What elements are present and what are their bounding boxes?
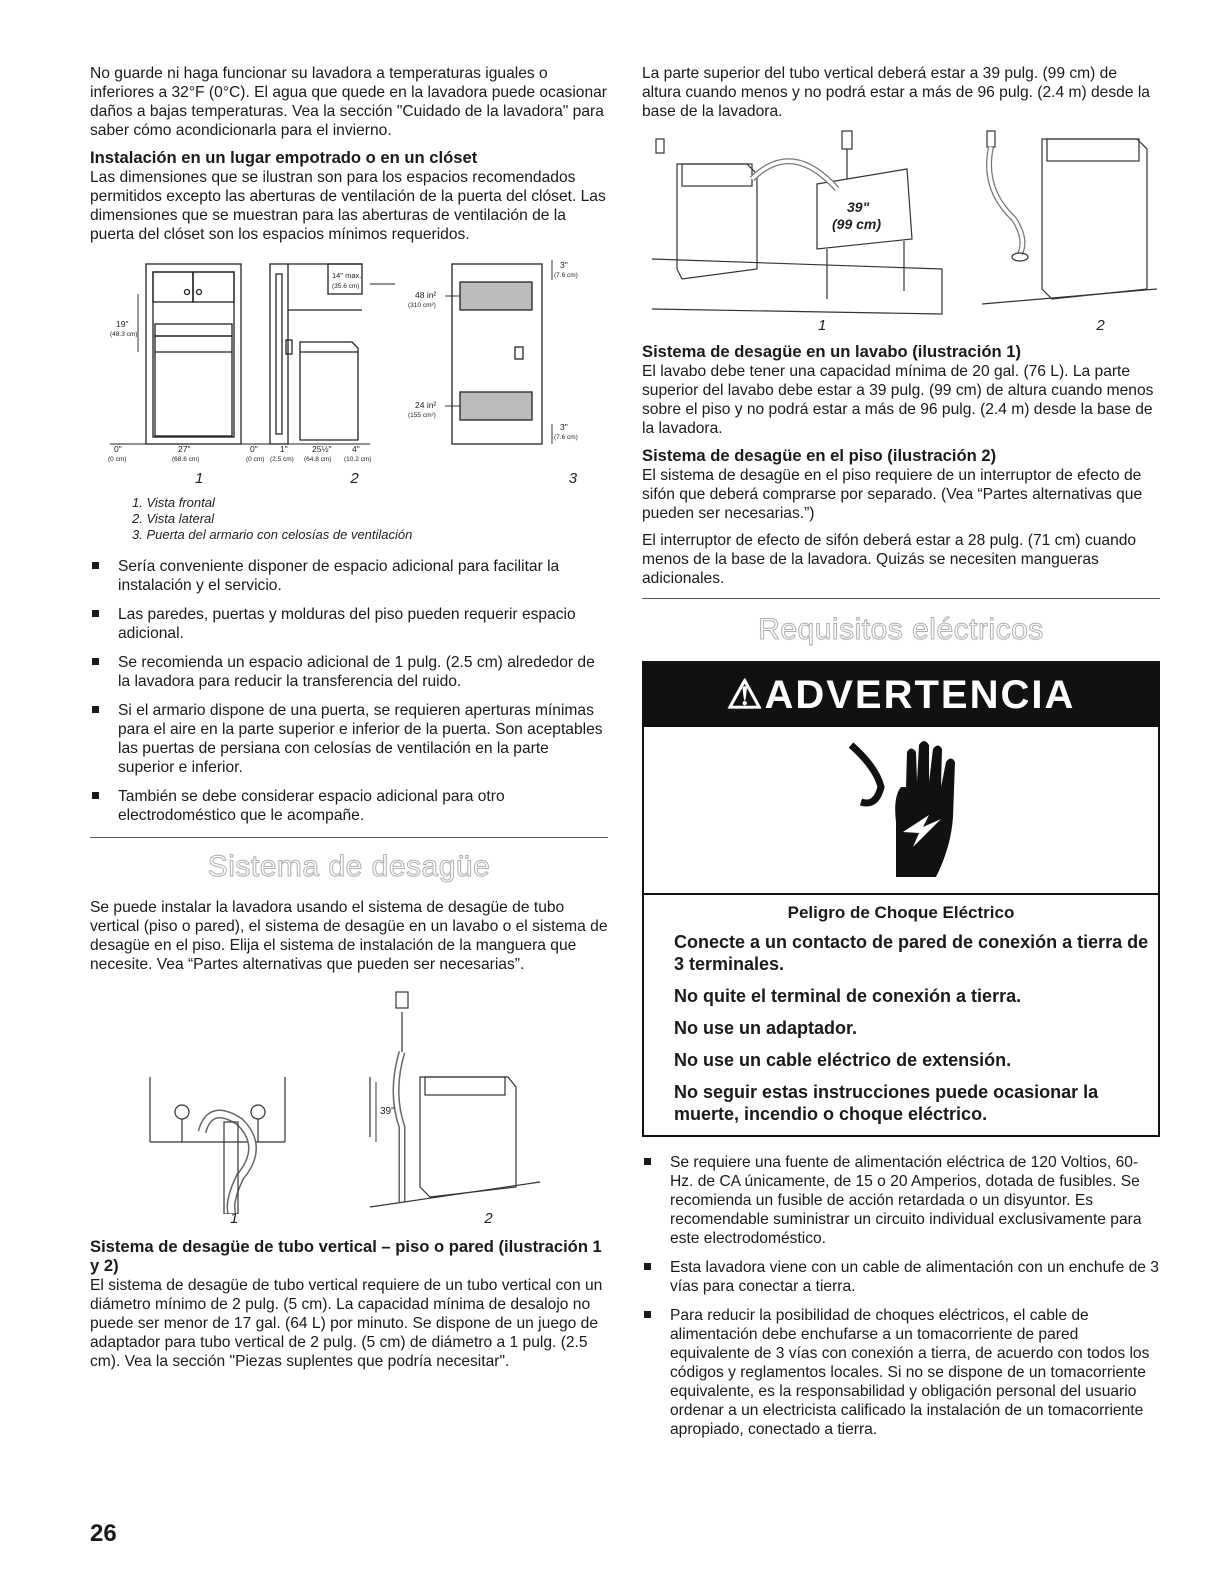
dim-1: 1" [280, 444, 288, 454]
caption-2: 2. Vista lateral [132, 511, 215, 526]
page-number: 26 [90, 1520, 117, 1547]
dim-24: 24 in² [415, 400, 437, 410]
electrical-section-title: Requisitos eléctricos [758, 613, 1044, 646]
right-column [642, 64, 1160, 1449]
dim-3a-cm: (7.6 cm) [554, 272, 578, 279]
list-item: Si el armario dispone de una puerta, se requieren aperturas mínimas para el aire en la parte superior e inferior de la puerta. Son aceptables las puertas de persiana con celosías de ventilación en la parte superior e inferior. [90, 701, 608, 777]
closet-figure [90, 252, 608, 470]
sink-dim-39: 39" [847, 199, 870, 215]
standpipe-text: El sistema de desagüe de tubo vertical requiere de un tubo vertical con un diámetro mínimo de 2 pulg. (5 cm). La capacidad mínima de desalojo no puede ser menor de 17 gal. (64 L) por minuto. Se dispone de un juego de adaptador para tubo vertical de 2 pulg. (5 cm) de diámetro a 1 pulg. (2.5 cm). Vea la sección "Piezas suplentes que podría necesitar". [90, 1277, 603, 1370]
list-item: También se debe considerar espacio adicional para otro electrodoméstico que le acompañe. [90, 787, 608, 825]
closet-bullet-list [90, 557, 608, 825]
dim-0b-cm: (0 cm) [246, 456, 265, 463]
dim-0a-cm: (0 cm) [108, 456, 127, 463]
warning-line: No use un adaptador. [674, 1018, 858, 1038]
list-item: Esta lavadora viene con un cable de alimentación con un enchufe de 3 vías para conectar a tierra. [642, 1258, 1160, 1296]
sink-dim-99cm: (99 cm) [832, 216, 882, 232]
fig-num-1: 1 [230, 1210, 239, 1227]
warning-header: ⚠ADVERTENCIA [644, 663, 1158, 727]
dim-19: 19" [116, 319, 129, 329]
list-item: Las paredes, puertas y molduras del piso pueden requerir espacio adicional. [90, 605, 608, 643]
closet-heading: Instalación en un lugar empotrado o en un clóset [90, 148, 478, 167]
warning-line: No quite el terminal de conexión a tierra. [674, 986, 1022, 1006]
floor-drain-text-2: El interruptor de efecto de sifón deberá estar a 28 pulg. (71 cm) cuando menos de la base de la lavadora. Quizás se necesiten mangueras adicionales. [642, 532, 1137, 587]
list-item: Para reducir la posibilidad de choques eléctricos, el cable de alimentación debe enchufarse a un tomacorriente de pared equivalente de 3 vías con conexión a tierra, de acuerdo con todos los códigos y reglamentos locales. Si no se dispone de un tomacorriente equivalente, es la responsabilidad y obligación personal del usuario ordenar a un electricista calificado la instalación de un tomacorriente apropiado, conectado a tierra. [642, 1306, 1160, 1439]
warning-triangle-icon: ⚠ [726, 673, 765, 717]
dim-27-cm: (68.6 cm) [172, 456, 200, 463]
floor-drain-heading: Sistema de desagüe en el piso (ilustración 2) [642, 446, 997, 465]
dim-3b-cm: (7.6 cm) [554, 434, 578, 441]
dim-19-cm: (48.3 cm) [110, 331, 138, 338]
sink-heading: Sistema de desagüe en un lavabo (ilustración 1) [642, 342, 1021, 361]
closet-text: Las dimensiones que se ilustran son para los espacios recomendados permitidos excepto las aberturas de ventilación de la puerta del clóset. Las dimensiones que se muestran para las aberturas de ventilación de la puerta del clóset son los espacios mínimos requeridos. [90, 169, 606, 243]
dim-4-cm: (10.2 cm) [344, 456, 372, 463]
fig-num-1: 1 [818, 317, 827, 334]
left-column [90, 64, 608, 1379]
dim-14-cm: (35.6 cm) [332, 283, 360, 290]
fig-num-2: 2 [484, 1210, 493, 1227]
fig-num-1: 1 [195, 470, 204, 487]
electrical-bullet-list [642, 1153, 1160, 1439]
floor-drain-text-1: El sistema de desagüe en el piso requiere de un interruptor de efecto de sifón que deberá comprarse por separado. (Vea “Partes alternativas que pueden ser necesarias.”) [642, 467, 1143, 522]
dim-27: 27" [178, 444, 191, 454]
warning-box [642, 661, 1160, 1137]
standpipe-height-text: La parte superior del tubo vertical deberá estar a 39 pulg. (99 cm) de altura cuando menos y no podrá estar a más de 96 pulg. (2.4 m) desde la base de la lavadora. [642, 65, 1150, 120]
caption-1: 1. Vista frontal [132, 495, 215, 510]
dim-48: 48 in² [415, 290, 437, 300]
warning-line: Conecte a un contacto de pared de conexión a tierra de 3 terminales. [674, 932, 1149, 974]
sink-figure-numbers [642, 317, 1160, 334]
section-divider [90, 837, 608, 838]
dim-48-cm: (310 cm²) [408, 302, 436, 309]
dim-0b: 0" [250, 444, 258, 454]
dim-24-cm: (155 cm²) [408, 412, 436, 419]
list-item: Se requiere una fuente de alimentación eléctrica de 120 Voltios, 60-Hz. de CA únicamente, de 15 o 20 Amperios, dotada de fusibles. Se recomienda un fusible de acción retardada o un disyuntor. Es recomendable suministrar un circuito individual exclusivamente para este electrodoméstico. [642, 1153, 1160, 1248]
sink-floor-diagram [642, 129, 1160, 319]
dim-25-cm: (64.8 cm) [304, 456, 332, 463]
warning-line: No seguir estas instrucciones puede ocasionar la muerte, incendio o choque eléctrico. [674, 1082, 1099, 1124]
dim-1-cm: (2.5 cm) [270, 456, 294, 463]
sink-text: El lavabo debe tener una capacidad mínima de 20 gal. (76 L). La parte superior del lavabo debe estar a 39 pulg. (99 cm) de altura cuando menos sobre el piso y no podrá estar a más de 96 pulg. (2.4 m) desde la base de la lavadora. [642, 363, 1154, 437]
fig-num-2: 2 [1096, 317, 1105, 334]
warning-title: Peligro de Choque Eléctrico [787, 903, 1015, 922]
fig-num-3: 3 [568, 470, 578, 487]
closet-figure-numbers [90, 470, 608, 487]
dim-4: 4" [352, 444, 360, 454]
list-item: Se recomienda un espacio adicional de 1 pulg. (2.5 cm) alrededor de la lavadora para reducir la transferencia del ruido. [90, 653, 608, 691]
fig-num-2: 2 [350, 470, 359, 487]
freeze-warning-text: No guarde ni haga funcionar su lavadora a temperaturas iguales o inferiores a 32°F (0°C). El agua que quede en la lavadora puede ocasionar daños a bajas temperaturas. Vea la sección "Cuidado de la lavadora" para saber cómo acondicionarla para el invierno. [90, 65, 607, 139]
closet-captions [132, 495, 608, 543]
warning-line: No use un cable eléctrico de extensión. [674, 1050, 1012, 1070]
dim-3b: 3" [560, 422, 568, 432]
section-divider [642, 598, 1160, 599]
shock-hazard-graphic [644, 727, 1158, 895]
closet-diagram [90, 252, 608, 470]
standpipe-figure [90, 982, 608, 1214]
standpipe-heading: Sistema de desagüe de tubo vertical – piso o pared (ilustración 1 y 2) [90, 1237, 602, 1275]
drain-text: Se puede instalar la lavadora usando el sistema de desagüe de tubo vertical (piso o pared), el sistema de desagüe en un lavabo o el sistema de desagüe en el piso. Elija el sistema de instalación de la manguera que necesite. Vea “Partes alternativas que pueden ser necesarias”. [90, 899, 608, 973]
dim-0a: 0" [114, 444, 122, 454]
caption-3: 3. Puerta del armario con celosías de ventilación [132, 527, 413, 542]
dim-3a: 3" [560, 260, 568, 270]
dim-14: 14" max. [332, 271, 362, 280]
list-item: Sería conveniente disponer de espacio adicional para facilitar la instalación y el servicio. [90, 557, 608, 595]
standpipe-diagram [90, 982, 608, 1214]
sink-floor-figure [642, 129, 1160, 319]
drain-section-title: Sistema de desagüe [207, 850, 491, 883]
electric-shock-hand-icon [821, 727, 981, 887]
standpipe-dim-39: 39" [380, 1106, 395, 1117]
dim-25: 25½" [312, 444, 332, 454]
